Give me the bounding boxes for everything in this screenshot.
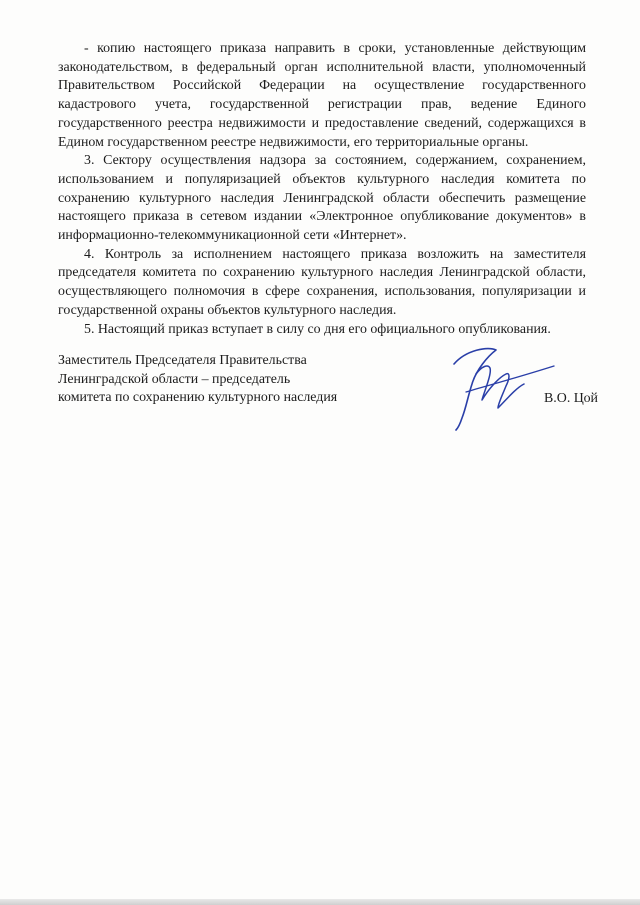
signer-title-line-2: Ленинградской области – председатель [58,371,291,387]
signer-name: В.О. Цой [544,391,598,406]
paragraph-item-3: 3. Сектору осуществления надзора за состоянием, содержанием, сохранением, использованием и популяризацией объектов культурного наследия комитета по сохранению культурного наследия Ленинградской области обеспечить размещение настоящего приказа в сетевом издании «Электронное опубликование документов» в информационно-телекоммуникационной сети «Интернет». [58,153,586,244]
signer-title [58,352,337,408]
paragraph-item-4: 4. Контроль за исполнением настоящего приказа возложить на заместителя председателя комитета по сохранению культурного наследия Ленинградской области, осуществляющего полномочия в сфере сохранения, использования, популяризации и государственной охраны объектов культурного наследия. [58,246,586,318]
scan-bottom-edge [0,899,640,905]
paragraph-item-5: 5. Настоящий приказ вступает в силу со дня его официального опубликования. [84,321,551,337]
paragraph-copy-directive: - копию настоящего приказа направить в сроки, установленные действующим законодательством, в федеральный орган исполнительной власти, уполномоченный Правительством Российской Федерации на осуществление государственного кадастрового учета, государственной регистрации прав, ведение Единого государственного реестра недвижимости и предоставление сведений, содержащихся в Едином государственном реестре недвижимости, его территориальные органы. [58,41,586,150]
signature-block [58,352,598,442]
signer-title-line-1: Заместитель Председателя Правительства [58,353,307,368]
document-body [58,40,586,339]
signer-title-line-3: комитета по сохранению культурного наследия [58,390,338,406]
handwritten-signature [436,344,556,434]
